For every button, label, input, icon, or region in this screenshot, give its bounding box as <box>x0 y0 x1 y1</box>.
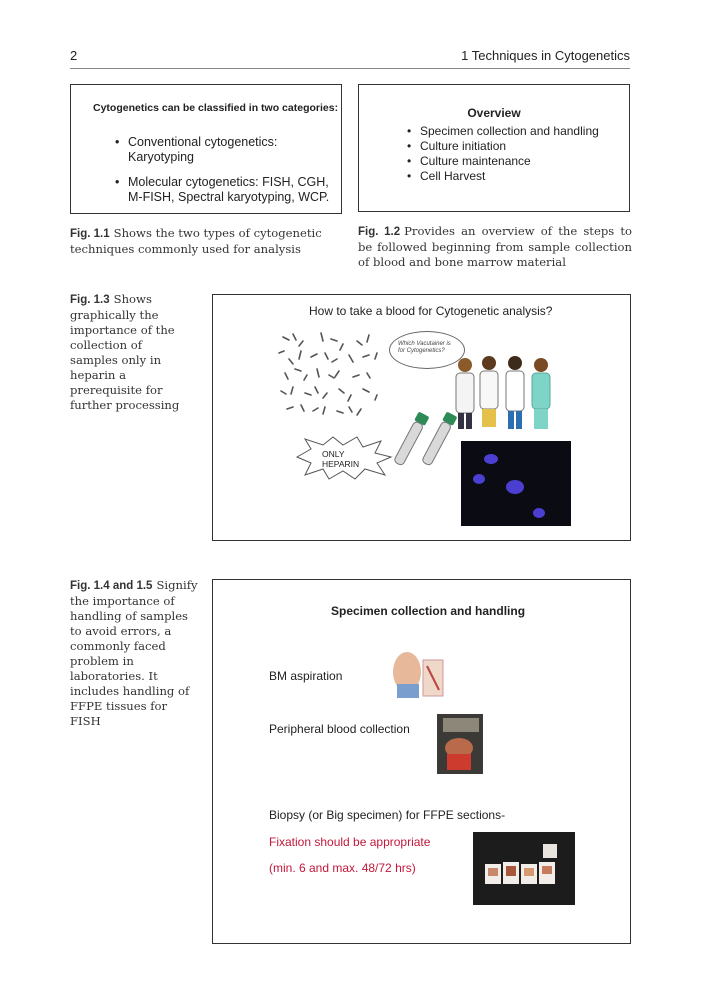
speech-bubble: Which Vacutainer is for Cytogenetics? <box>389 331 465 369</box>
fixation-label: Fixation should be appropriate <box>269 835 431 849</box>
bm-aspiration-label: BM aspiration <box>269 669 343 683</box>
fig-1-2-item: • Specimen collection and handling <box>407 124 599 139</box>
vacutainer-tube-icon <box>391 409 461 469</box>
fig-1-4-box <box>212 579 631 944</box>
fig-1-3-box <box>212 294 631 541</box>
doctors-illustration <box>451 353 561 431</box>
fig-1-2-item: • Culture initiation <box>407 139 599 154</box>
fig-1-2-item: • Cell Harvest <box>407 169 599 184</box>
peripheral-blood-label: Peripheral blood collection <box>269 722 410 736</box>
fig-1-1-item: • Molecular cytogenetics: FISH, CGH, M-FISH, Spectral karyotyping, WCP. <box>115 175 341 205</box>
fig-1-4-caption: Fig. 1.4 and 1.5 Signify the importance of handling of samples to avoid errors, a commonly faced problem in laboratories. It includes handling of FFPE tissues for FISH <box>70 578 198 728</box>
chapter-title: 1 Techniques in Cytogenetics <box>461 48 630 63</box>
header-rule <box>70 68 630 69</box>
fig-1-1-title: Cytogenetics can be classified in two categories: <box>93 102 339 114</box>
fig-1-2-list <box>407 124 599 184</box>
page-number: 2 <box>70 48 78 63</box>
ffpe-blocks-photo <box>473 832 575 905</box>
fish-nuclei-image <box>461 441 571 526</box>
fig-1-1-caption: Fig. 1.1 Shows the two types of cytogenetic techniques commonly used for analysis <box>70 226 322 256</box>
fig-1-2-caption: Fig. 1.2 Provides an overview of the steps to be followed beginning from sample collection of blood and bone marrow material <box>358 224 632 269</box>
burst-text-only: ONLY <box>322 449 345 459</box>
biopsy-label: Biopsy (or Big specimen) for FFPE sections- <box>269 808 506 822</box>
chromosome-spread-image <box>273 329 388 419</box>
fig-1-3-caption: Fig. 1.3 Shows graphically the importance of the collection of samples only in heparin a prerequisite for further processing <box>70 292 180 412</box>
fig-1-1-list <box>115 135 341 205</box>
fig-1-2-item: • Culture maintenance <box>407 154 599 169</box>
fig-1-1-item: • Conventional cytogenetics: Karyotyping <box>115 135 341 165</box>
min-max-label: (min. 6 and max. 48/72 hrs) <box>269 861 416 875</box>
burst-text-heparin: HEPARIN <box>322 459 360 469</box>
fig-1-1-box <box>70 84 342 214</box>
fig-1-3-title: How to take a blood for Cytogenetic analysis? <box>309 304 553 318</box>
bm-aspiration-image <box>387 648 447 702</box>
fig-1-2-box <box>358 84 630 212</box>
blood-collection-photo <box>437 714 483 774</box>
fig-1-4-title: Specimen collection and handling <box>331 604 526 618</box>
fig-1-2-title: Overview <box>467 106 521 120</box>
